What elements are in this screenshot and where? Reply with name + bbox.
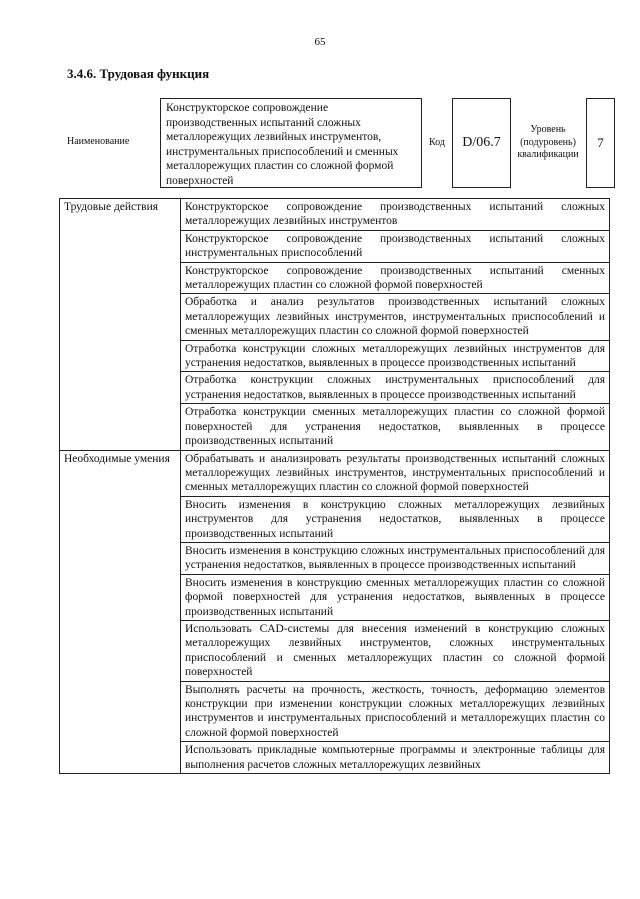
skill-item: Вносить изменения в конструкцию сложных инструментальных приспособлений для устранения недостатков, выявленных в процессе производственных испытаний	[181, 542, 610, 574]
labor-action-item: Конструкторское сопровождение производственных испытаний сложных инструментальных приспособлений	[181, 230, 610, 262]
level-label: Уровень (подуровень) квалификации	[517, 124, 579, 160]
skills-label: Необходимые умения	[60, 450, 181, 774]
skill-item: Использовать CAD-системы для внесения изменений в конструкцию сложных металлорежущих лезвийных инструментов, сложных инструментальных приспособлений и сменных металлорежущих пластин со сложной формой поверхностей	[181, 620, 610, 681]
code-value: D/06.7	[462, 135, 501, 150]
level-value: 7	[597, 135, 604, 150]
labor-action-item: Конструкторское сопровождение производственных испытаний сложных металлорежущих лезвийных инструментов	[181, 199, 610, 231]
section-title: 3.4.6. Трудовая функция	[67, 66, 210, 81]
function-table	[59, 198, 610, 774]
skill-item: Выполнять расчеты на прочность, жесткость, точность, деформацию элементов конструкции при изменении конструкции сложных металлорежущих лезвийных инструментов и инструментальных приспособлений и металлорежущих пластин со сложной формой поверхностей	[181, 681, 610, 742]
level-value-box	[586, 98, 615, 188]
skill-item: Вносить изменения в конструкцию сложных металлорежущих лезвийных инструментов для устранения недостатков, выявленных в процессе производственных испытаний	[181, 496, 610, 542]
skill-item: Использовать прикладные компьютерные программы и электронные таблицы для выполнения расчетов сложных металлорежущих лезвийных	[181, 742, 610, 774]
skill-item: Вносить изменения в конструкцию сменных металлорежущих пластин со сложной формой поверхностей для устранения недостатков, выявленных в процессе производственных испытаний	[181, 574, 610, 620]
page-number: 65	[314, 36, 326, 48]
code-value-box	[452, 98, 511, 188]
name-value: Конструкторское сопровождение производственных испытаний сложных металлорежущих лезвийных инструментов, инструментальных приспособлений и сменных металлорежущих пластин со сложной формой поверхностей	[166, 102, 399, 187]
name-label: Наименование	[67, 136, 130, 147]
code-label: Код	[429, 137, 445, 148]
skill-item: Обрабатывать и анализировать результаты производственных испытаний сложных металлорежущих лезвийных инструментов, инструментальных приспособлений и сменных металлорежущих пластин со сложной формой поверхностей	[181, 450, 610, 496]
name-value-box	[160, 98, 422, 188]
labor-action-item: Конструкторское сопровождение производственных испытаний сменных металлорежущих пластин со сложной формой поверхностей	[181, 262, 610, 294]
labor-action-item: Обработка и анализ результатов производственных испытаний сложных металлорежущих лезвийных инструментов, инструментальных приспособлений и сменных металлорежущих пластин со сложной формой поверхностей	[181, 294, 610, 340]
labor-action-item: Отработка конструкции сложных металлорежущих лезвийных инструментов для устранения недостатков, выявленных в процессе производственных испытаний	[181, 340, 610, 372]
labor-action-item: Отработка конструкции сменных металлорежущих пластин со сложной формой поверхностей для устранения недостатков, выявленных в процессе производственных испытаний	[181, 404, 610, 450]
table-row	[60, 199, 610, 231]
labor-action-item: Отработка конструкции сложных инструментальных приспособлений для устранения недостатков, выявленных в процессе производственных испытаний	[181, 372, 610, 404]
labor-actions-label: Трудовые действия	[60, 199, 181, 451]
table-row	[60, 450, 610, 496]
